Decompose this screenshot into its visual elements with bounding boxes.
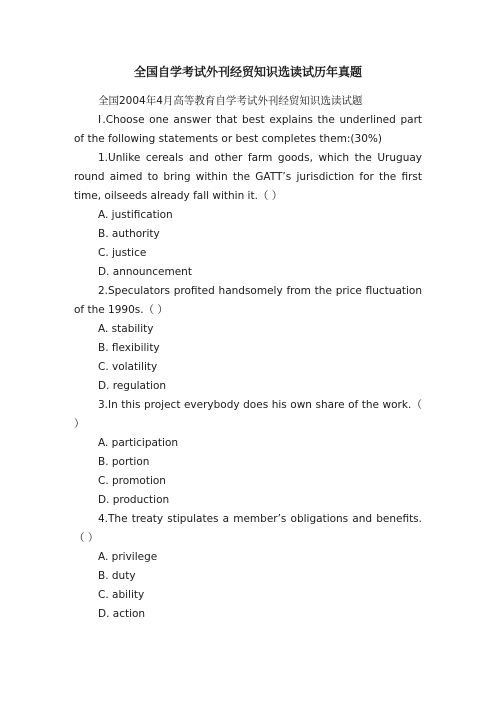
exam-subtitle: 全国2004年4月高等教育自学考试外刊经贸知识选读试题	[98, 95, 363, 107]
option-a: A. justification	[98, 209, 173, 221]
option-b: B. flexibility	[98, 342, 160, 354]
question-stem: 2.Speculators profited handsomely from the price fluctuation of the 1990s.（ ）	[74, 285, 422, 316]
option-b: B. authority	[98, 228, 160, 240]
question-stem: 3.In this project everybody does his own share of the work.（ ）	[74, 399, 422, 430]
question-1	[74, 149, 422, 282]
option-d: D. production	[98, 494, 170, 506]
question-4	[74, 510, 422, 624]
option-d: D. action	[98, 608, 146, 620]
question-2	[74, 282, 422, 396]
option-c: C. volatility	[98, 361, 158, 373]
option-c: C. promotion	[98, 475, 166, 487]
option-a: A. participation	[98, 437, 179, 449]
section-instructions: Ⅰ.Choose one answer that best explains the underlined part of the following statements or best completes them:(30%)	[74, 114, 422, 145]
option-b: B. duty	[98, 570, 136, 582]
option-b: B. portion	[98, 456, 150, 468]
question-3	[74, 396, 422, 510]
option-d: D. announcement	[98, 266, 192, 278]
question-stem: 4.The treaty stipulates a member’s obligations and benefits.（ ）	[74, 513, 422, 544]
option-a: A. stability	[98, 323, 154, 335]
document-title: 全国自学考试外刊经贸知识选读试历年真题	[133, 65, 362, 79]
option-c: C. justice	[98, 247, 147, 259]
option-d: D. regulation	[98, 380, 167, 392]
option-a: A. privilege	[98, 551, 158, 563]
question-stem: 1.Unlike cereals and other farm goods, which the Uruguay round aimed to bring within the GATT’s jurisdiction for the first time, oilseeds already fall within it.（ ）	[74, 152, 422, 202]
option-c: C. ability	[98, 589, 145, 601]
